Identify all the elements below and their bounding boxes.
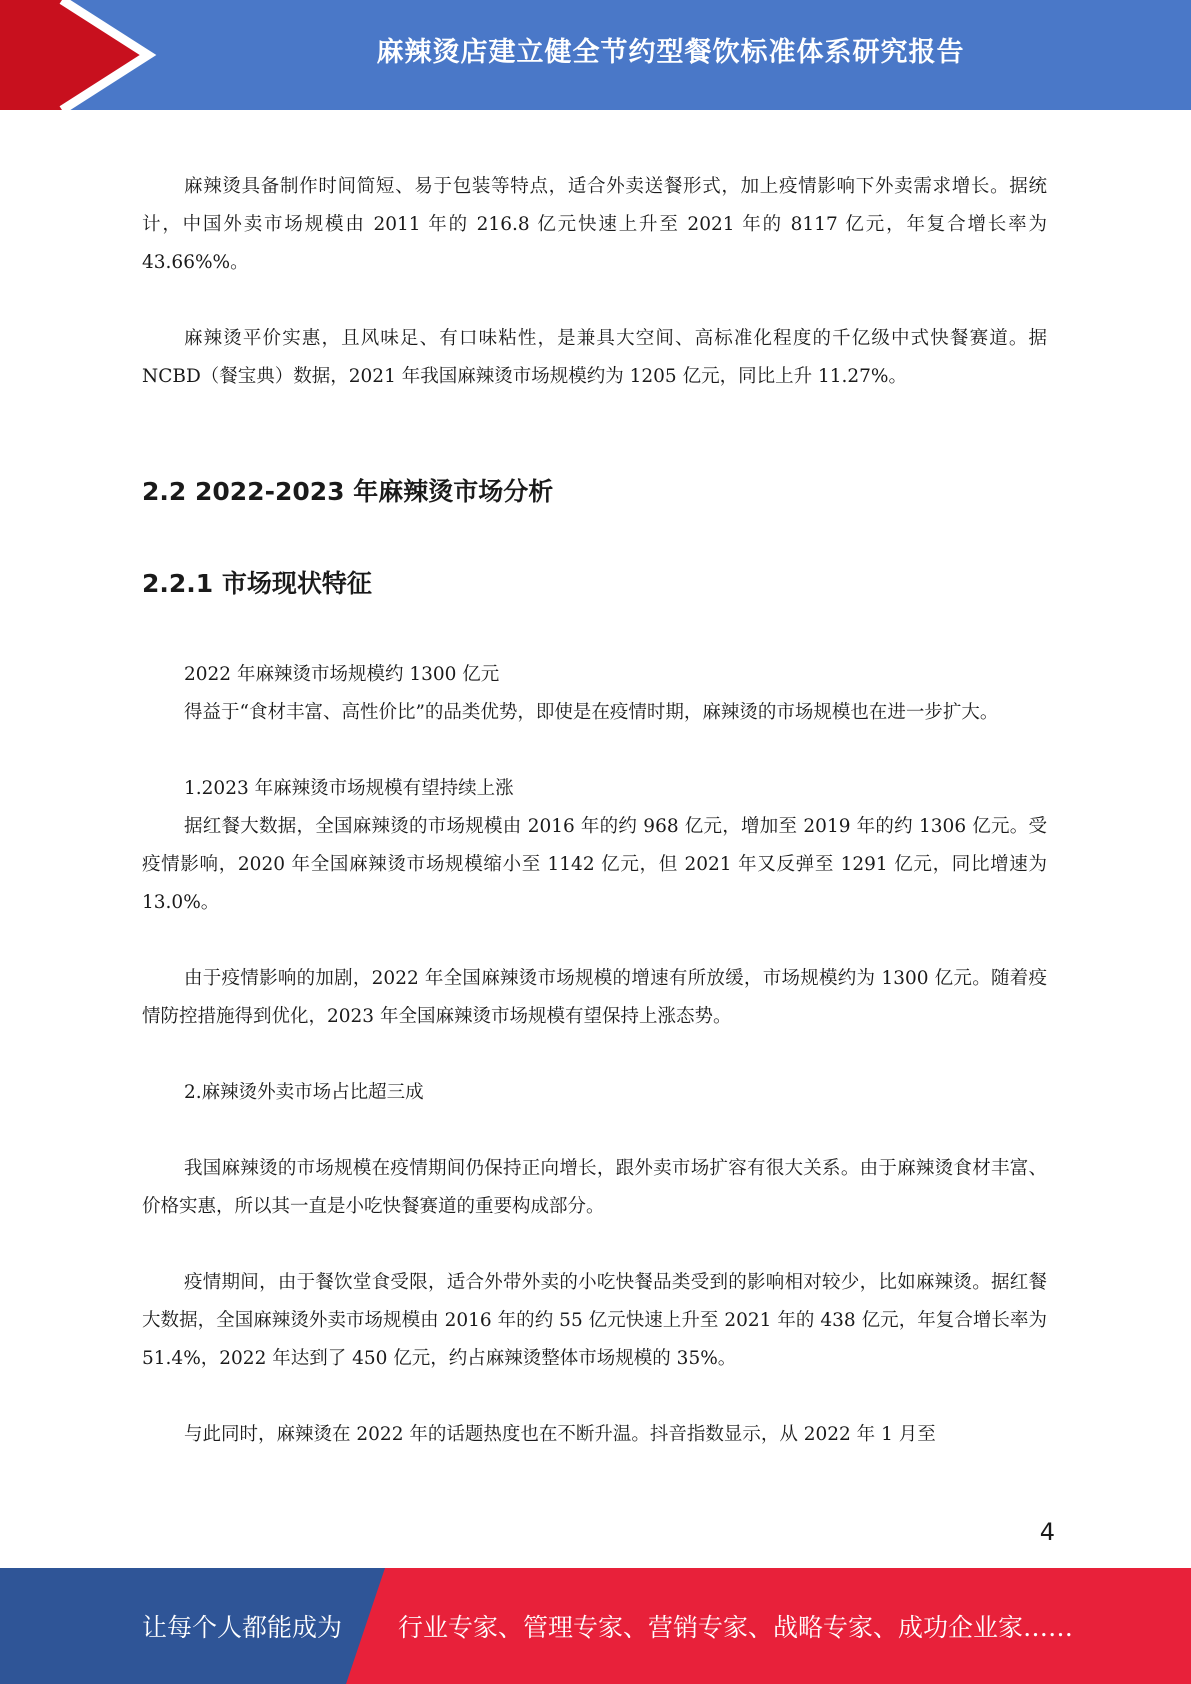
page-footer <box>0 1568 1191 1684</box>
paragraph-takeout-market: 麻辣烫具备制作时间简短、易于包装等特点，适合外卖送餐形式，加上疫情影响下外卖需求增长。据统计，中国外卖市场规模由 2011 年的 216.8 亿元快速上升至 2021 年的 8117 亿元，年复合增长率为 43.66%%。 <box>142 176 1047 273</box>
footer-slogan-right: 行业专家、管理专家、营销专家、战略专家、成功企业家…… <box>398 1613 1074 1642</box>
section-heading-2-2-1: 2.2.1 市场现状特征 <box>142 569 372 598</box>
paragraph-item-1-body: 据红餐大数据，全国麻辣烫的市场规模由 2016 年的约 968 亿元，增加至 2019 年的约 1306 亿元。受疫情影响，2020 年全国麻辣烫市场规模缩小至 1142 亿元，但 2021 年又反弹至 1291 亿元，同比增速为 13.0%。 <box>142 816 1047 913</box>
header-title: 麻辣烫店建立健全节约型餐饮标准体系研究报告 <box>376 36 965 68</box>
paragraph-item-2-title: 2.麻辣烫外卖市场占比超三成 <box>184 1082 424 1103</box>
paragraph-topic-heat: 与此同时，麻辣烫在 2022 年的话题热度也在不断升温。抖音指数显示，从 2022 年 1 月至 <box>184 1424 936 1445</box>
page-header <box>0 0 1191 110</box>
paragraph-2022-slowdown: 由于疫情影响的加剧，2022 年全国麻辣烫市场规模的增速有所放缓，市场规模约为 1300 亿元。随着疫情防控措施得到优化，2023 年全国麻辣烫市场规模有望保持上涨态势。 <box>142 968 1047 1027</box>
paragraph-takeout-growth: 我国麻辣烫的市场规模在疫情期间仍保持正向增长，跟外卖市场扩容有很大关系。由于麻辣烫食材丰富、价格实惠，所以其一直是小吃快餐赛道的重要构成部分。 <box>142 1158 1047 1217</box>
paragraph-category-advantage: 得益于“食材丰富、高性价比”的品类优势，即使是在疫情时期，麻辣烫的市场规模也在进一步扩大。 <box>184 702 999 723</box>
paragraph-market-size-2021: 麻辣烫平价实惠，且风味足、有口味粘性，是兼具大空间、高标准化程度的千亿级中式快餐赛道。据 NCBD（餐宝典）数据，2021 年我国麻辣烫市场规模约为 1205 亿元，同比上升 11.27%。 <box>142 328 1047 387</box>
paragraph-takeout-data: 疫情期间，由于餐饮堂食受限，适合外带外卖的小吃快餐品类受到的影响相对较少，比如麻辣烫。据红餐大数据，全国麻辣烫外卖市场规模由 2016 年的约 55 亿元快速上升至 2021 年的 438 亿元，年复合增长率为 51.4%，2022 年达到了 450 亿元，约占麻辣烫整体市场规模的 35%。 <box>142 1272 1047 1369</box>
paragraph-item-1-title: 1.2023 年麻辣烫市场规模有望持续上涨 <box>184 778 514 799</box>
section-heading-2-2: 2.2 2022-2023 年麻辣烫市场分析 <box>142 477 554 506</box>
paragraph-2022-size: 2022 年麻辣烫市场规模约 1300 亿元 <box>184 664 500 685</box>
document-body <box>142 168 1047 1454</box>
footer-slogan-left: 让每个人都能成为 <box>142 1613 343 1642</box>
page-number: 4 <box>1039 1518 1055 1546</box>
